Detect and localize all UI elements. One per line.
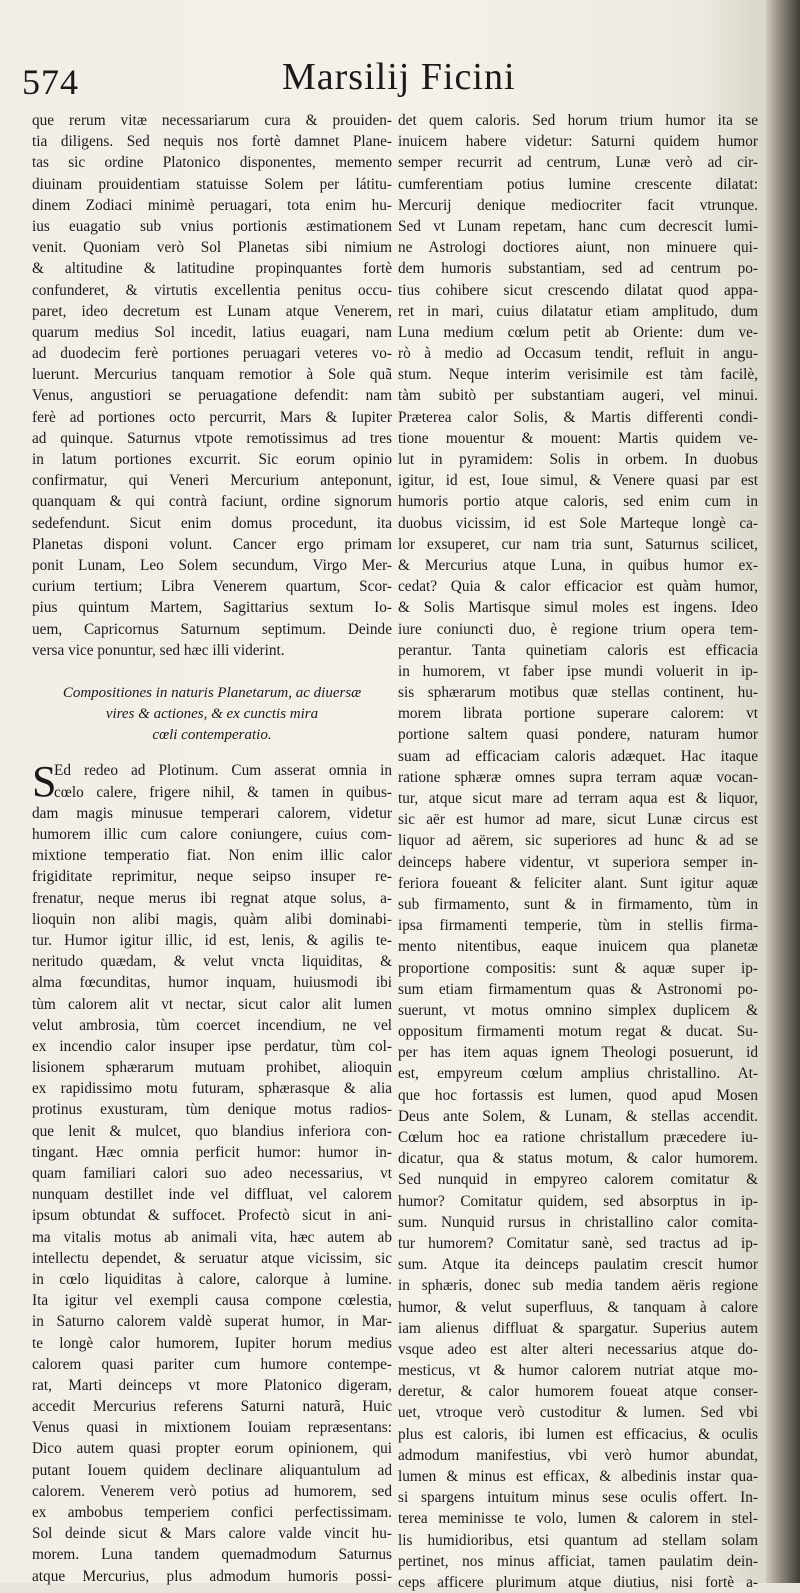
text-line: humoris portio atque caloris, sed enim cum in: [398, 493, 758, 511]
text-line: quam familiari calori suo adeo necessarius, vt: [32, 1165, 392, 1182]
text-line: sedefendunt. Sicut enim domus procedunt, ita: [32, 514, 392, 532]
text-line: ponit Lunam, Leo Solem secundum, Virgo Mer-: [32, 556, 392, 574]
section-spacer: [32, 661, 392, 683]
text-line: cœlo calere, frigere nihil, & tamen in quibus-: [54, 783, 392, 801]
text-line: perantur. Tanta quinetiam caloris est efficacia: [398, 641, 758, 659]
text-line: Luna medium cœlum petit ab Oriente: dum ve-: [398, 323, 758, 341]
text-line: ius euagatio sub vnius portionis æstimationem: [32, 217, 392, 235]
text-line: terea meminisse te volo, lumen & calorem in stel-: [398, 1510, 758, 1528]
text-line: tia diligens. Sed nequis nos fortè damnet Plane-: [32, 133, 392, 151]
running-head: Marsilij Ficini: [282, 56, 516, 98]
text-line: dinem Zodiaci minimè peruagari, tota enim hu-: [32, 196, 392, 214]
text-line: te longè calor humorem, Iupiter horum medius: [32, 1334, 392, 1352]
text-line: lis humidioribus, etsi quantum ad stellam solam: [398, 1531, 758, 1549]
text-line: que lenit & mulcet, quo blandius inferiora con-: [32, 1122, 392, 1140]
text-line: ipsum obtundat & suffocet. Profectò sicut in ani-: [32, 1207, 392, 1225]
text-line: ex incendio calor insuper ipse perdatur, tùm col-: [32, 1037, 392, 1055]
text-line: atque Mercurius, plus admodum humoris possi-: [32, 1567, 392, 1585]
text-line: ad quinque. Saturnus vtpote remotissimus ad tres: [32, 429, 392, 447]
text-line: feriora foueant & feliciter alant. Sunt igitur aquæ: [398, 874, 758, 892]
text-line: mixtione temperatio fiat. Non enim illic calor: [32, 847, 392, 865]
text-line: Ita igitur vel exempli causa compone cœlestia,: [32, 1292, 392, 1310]
left-column-paragraph-1: [32, 110, 392, 661]
text-line: tur, atque sicut mare ad terram aqua est & liquor,: [398, 790, 758, 807]
text-line: ex ambobus temperiem confici perfectissimam.: [32, 1504, 392, 1521]
text-line: plus est caloris, ibi lumen est efficacius, & oculis: [398, 1425, 758, 1443]
text-line: Dico autem quasi propter eorum opinionem, qui: [32, 1440, 392, 1458]
text-line: que hoc fortassis est lumen, quod apud Mosen: [398, 1086, 758, 1104]
text-line: que rerum vitæ necessariarum cura & prouiden-: [32, 112, 392, 129]
text-line: liquor ad aërem, sic superiores ad hunc & ad se: [398, 832, 758, 850]
text-line: frenatur, neque merus ibi regnat atque solus, a-: [32, 889, 392, 907]
text-line: Deus ante Solem, & Lunam, & stellas accendit.: [398, 1107, 758, 1125]
text-line: oppositum firmamenti motum regat & ducat. Su-: [398, 1023, 758, 1041]
text-line: & Mercurius atque Luna, in quibus humor ex-: [398, 556, 758, 574]
right-column: [398, 110, 758, 1593]
text-line: nunquam destillet inde vel diffluat, vel calorem: [32, 1186, 392, 1204]
text-line: lut in pyramidem: Solis in orbem. In duobus: [398, 451, 758, 468]
text-line: frigiditate reprimitur, neque seipso insuper re-: [32, 868, 392, 886]
text-line: tius cohibere sicut crescendo dilatat quod appa-: [398, 281, 758, 299]
text-line: confunderet, & virtutis excellentia penitus occu-: [32, 281, 392, 299]
text-line: sis sphærarum motibus quæ stellas continent, hu-: [398, 684, 758, 702]
text-line: ratione sphæræ omnes supra terram aquæ vocan-: [398, 768, 758, 786]
section-heading: [32, 683, 392, 747]
text-line: per has item aquas ignem Theologi posuerunt, id: [398, 1044, 758, 1062]
text-line: dam magis minusue temperari calorem, videtur: [32, 804, 392, 822]
text-line: protinus exusturam, tùm denique motus radios-: [32, 1101, 392, 1119]
text-line: tas sic ordine Platonico disponentes, memento: [32, 154, 392, 172]
text-line: si spargens intuitum minus sese oculis offert. In-: [398, 1489, 758, 1507]
text-line: inuicem habere videtur: Saturni quidem humor: [398, 133, 758, 151]
text-line: est, empyreum cœlum amplius christallino. At-: [398, 1065, 758, 1083]
text-line: mesticus, vt & humor calorem nutriat atque mo-: [398, 1362, 758, 1380]
text-line: calorem. Venerem verò potius ad humorem, sed: [32, 1482, 392, 1500]
text-line: iure coniuncti duo, è regione trium opera tem-: [398, 620, 758, 638]
text-line: iam alienus diffluat & spargatur. Superius autem: [398, 1319, 758, 1337]
text-line: suam ad efficaciam caloris adæquet. Hac itaque: [398, 747, 758, 765]
section-heading-line: vires & actiones, & ex cunctis mira: [105, 706, 319, 723]
text-line: Mercurij denique mediocriter facit vtrunque.: [398, 196, 758, 214]
text-line: ma vitalis motus ab animali vita, hæc autem ab: [32, 1228, 392, 1246]
text-line: tione mouentur & mouent: Martis quidem ve-: [398, 429, 758, 447]
text-line: ad duodecim ferè portiones peruagari veteres vo-: [32, 345, 392, 363]
drop-cap: S: [32, 757, 57, 807]
text-line: suerunt, vt motus omnino simplex duplicem &: [398, 1001, 758, 1019]
text-line: calorem quasi pariter cum humore contempe-: [32, 1355, 392, 1373]
text-line: lioquin non alibi magis, quàm alibi dominabi-: [32, 910, 392, 928]
text-line: ferè ad portiones octo percurrit, Mars & Iupiter: [32, 408, 392, 426]
text-line: humor, & velut superfluus, & tanquam à calore: [398, 1298, 758, 1316]
section-heading-line: Compositiones in naturis Planetarum, ac diuersæ: [62, 684, 362, 701]
text-line: quarum medius Sol incedit, latius euagari, nam: [32, 323, 392, 341]
text-line: versa vice ponuntur, sed hæc illi viderint.: [32, 641, 285, 659]
text-line: & altitudine & latitudine propinquantes fortè: [32, 260, 392, 278]
section-heading-line: cœli contemperatio.: [152, 727, 272, 744]
text-line: mento nitentibus, eaque inuicem qua planetæ: [398, 938, 758, 956]
text-line: & Solis Martisque simul moles est ingens. Ideo: [398, 599, 758, 617]
text-line: Venus, angustiori se peruagatione defendit: nam: [32, 387, 392, 405]
text-line: Planetas disponi volunt. Cancer ergo primam: [32, 535, 392, 553]
text-line: diuinam prouidentiam statuisse Solem per látitu-: [32, 175, 392, 193]
text-line: ex rapidissimo motu futuram, sphærasque & alia: [32, 1080, 392, 1098]
text-line: in cœlo liquiditas à calore, calorque à lumine.: [32, 1270, 392, 1288]
text-line: cumferentiam potius lumine crescente dilatat:: [398, 175, 758, 193]
text-line: igitur, id est, Ioue simul, & Venere quasi par est: [398, 472, 758, 490]
text-line: tur humorem? Comitatur sanè, sed tractus ad ip-: [398, 1234, 758, 1252]
text-line: lisionem sphærarum mutuam prohibet, alioquin: [32, 1059, 392, 1077]
text-line: tur. Humor igitur illic, id est, lenis, & agilis te-: [32, 931, 392, 949]
text-line: sic aër est humor ad mare, sicut Lunæ circus est: [398, 811, 758, 829]
text-line: putant Iouem quidem declinare aliquantulum ad: [32, 1461, 392, 1479]
text-line: deretur, & calor humorem foueat atque conser-: [398, 1383, 758, 1401]
section-spacer: [32, 746, 392, 760]
text-line: proportione compositis: sunt & aquæ super ip-: [398, 959, 758, 977]
text-line: vsque adeo est alter alteri necessarius atque do-: [398, 1340, 758, 1358]
text-line: sum. Nunquid rursus in christallino calor comita-: [398, 1213, 758, 1231]
text-line: Ed redeo ad Plotinum. Cum asserat omnia in: [54, 762, 392, 780]
text-line: in sphæris, donec sub media tandem aëris regione: [398, 1277, 758, 1295]
text-line: ceps afficere plurimum atque diutius, nisi fortè a-: [398, 1573, 758, 1591]
text-line: Venus quasi in mixtionem Iouiam repræsentans:: [32, 1419, 392, 1437]
text-line: confirmatur, qui Veneri Mercurium anteponunt,: [32, 472, 392, 490]
text-line: sub firmamento, sunt & in firmamento, tùm in: [398, 895, 758, 913]
text-line: in latum portiones excurrit. Sic eorum opinio: [32, 451, 392, 468]
text-line: alma fœcunditas, humor inquam, huiusmodi ibi: [32, 974, 392, 992]
text-line: dicatur, qua & status motum, & calor humorem.: [398, 1150, 758, 1168]
text-line: humorem illic cum calore coniungere, cuius com-: [32, 826, 392, 843]
text-line: lumen & minus est efficax, & albedinis instar qua-: [398, 1468, 758, 1485]
text-line: luerunt. Mercurius tanquam remotior à Sole quã: [32, 366, 392, 384]
text-line: intellectu dependet, & seruatur atque vicissim, sic: [32, 1249, 392, 1267]
left-column-paragraph-2-lines: [32, 757, 392, 1586]
text-line: paret, ideo decretum est Lunam atque Venerem,: [32, 302, 392, 320]
text-line: ne Astrologi doctiores aiunt, non minuere qui-: [398, 239, 758, 257]
text-line: morem librata portione superare calorem: vt: [398, 705, 758, 723]
left-column-paragraph-2: [32, 757, 392, 1586]
left-column: [32, 110, 392, 1587]
page-header: [0, 55, 772, 105]
text-line: uet, vtroque verò custoditur & lumen. Sed vbi: [398, 1404, 758, 1422]
text-line: cedat? Quia & calor efficacior est quàm humor,: [398, 578, 758, 596]
text-line: Sol deinde sicut & Mars calore valde vincit hu-: [32, 1525, 392, 1543]
text-line: in Saturno calorem valdè superat humor, in Mar-: [32, 1313, 392, 1331]
text-line: Sed nunquid in empyreo calorem comitatur &: [398, 1171, 758, 1189]
text-line: in humorem, vt faber ipse mundi voluerit in ip-: [398, 662, 758, 680]
right-column-text: [398, 110, 758, 1593]
text-line: uem, Capricornus Saturnum septimum. Deinde: [32, 620, 392, 638]
text-line: sum. Atque ita deinceps paulatim crescit humor: [398, 1256, 758, 1274]
text-line: ret in mari, cuius dilatatur etiam amplitudo, dum: [398, 302, 758, 320]
text-line: det quem caloris. Sed horum trium humor ita se: [398, 112, 758, 129]
text-line: Præterea calor Solis, & Martis differenti condi-: [398, 408, 758, 426]
text-line: quanquam & qui contrà faciunt, ordine signorum: [32, 493, 392, 511]
text-line: pertinet, nos minus afficiat, tamen paulatim dein-: [398, 1552, 758, 1570]
text-line: accedit Mercurius referens Saturni naturã, Huic: [32, 1398, 392, 1416]
text-line: duobus vicissim, id est Sole Marteque longè ca-: [398, 514, 758, 532]
text-line: deinceps habere videntur, vt superiora semper in-: [398, 853, 758, 871]
text-line: Cœlum hoc ea ratione christallum præcedere iu-: [398, 1129, 758, 1146]
text-line: rò à medio ad Occasum tendit, refluit in angu-: [398, 345, 758, 363]
text-line: portione saltem quasi pondere, naturam humor: [398, 726, 758, 744]
text-line: ipsa firmamenti temperie, tùm in stellis firma-: [398, 917, 758, 935]
text-line: Sed vt Lunam repetam, hanc cum decrescit lumi-: [398, 217, 758, 235]
text-line: neritudo quædam, & velut vncta liquiditas, &: [32, 953, 392, 971]
page-number: 574: [22, 62, 79, 102]
text-line: semper recurrit ad centrum, Lunæ verò ad cir-: [398, 154, 758, 172]
text-line: tàm subitò per substantiam augeri, vel minui.: [398, 387, 758, 405]
text-line: stum. Neque interim verisimile est tàm facilè,: [398, 366, 758, 384]
text-line: dem humoris substantiam, sed ad centrum po-: [398, 260, 758, 278]
text-line: admodum manifestius, vbi verò humor abundat,: [398, 1446, 758, 1464]
text-line: pius quintum Martem, Sagittarius sextum Io-: [32, 599, 392, 617]
text-line: lor exsuperet, cur nam tria sunt, Saturnus scilicet,: [398, 535, 758, 553]
binding-gutter: [766, 0, 800, 1583]
text-line: morem. Luna tandem quemadmodum Saturnus: [32, 1546, 392, 1564]
text-line: humor? Comitatur quidem, sed absorptus in ip-: [398, 1192, 758, 1210]
text-line: curium tertium; Libra Venerem quartum, Scor-: [32, 578, 392, 596]
text-line: velut ambrosia, tùm coercet incendium, ne vel: [32, 1016, 392, 1034]
text-line: rat, Marti deinceps vt more Platonico digeram,: [32, 1376, 392, 1394]
text-line: tingant. Hæc omnia perficit humor: humor in-: [32, 1143, 392, 1161]
text-line: tùm calorem alit vt nectar, sicut calor alit lumen: [32, 995, 392, 1013]
text-line: venit. Quoniam verò Sol Planetas sibi nimium: [32, 239, 392, 257]
text-line: sum etiam firmamentum quas & Astronomi po-: [398, 980, 758, 998]
